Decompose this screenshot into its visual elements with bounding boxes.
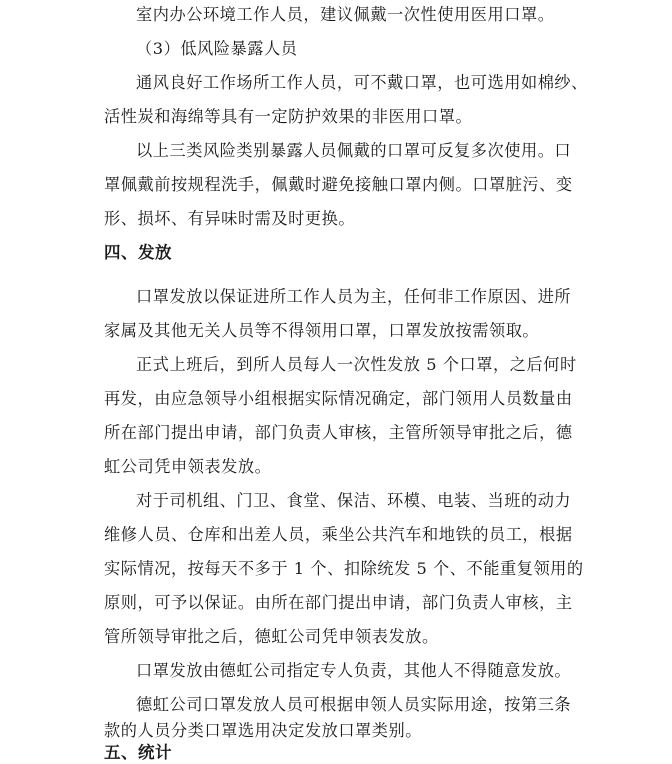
- paragraph-line: 口罩发放以保证进所工作人员为主，任何非工作原因、进所: [136, 287, 572, 306]
- paragraph-line: 口罩发放由德虹公司指定专人负责，其他人不得随意发放。: [136, 661, 572, 680]
- paragraph-line: 正式上班后，到所人员每人一次性发放 5 个口罩，之后何时: [136, 355, 577, 374]
- subsection-heading: （3）低风险暴露人员: [136, 39, 298, 58]
- section-heading: 五、统计: [104, 743, 172, 762]
- paragraph-line: 实际情况，按每天不多于 1 个、扣除统发 5 个、不能重复领用的: [104, 559, 584, 578]
- paragraph-line: 形、损坏、有异味时需及时更换。: [104, 209, 356, 228]
- paragraph-line: 家属及其他无关人员等不得领用口罩，口罩发放按需领取。: [104, 321, 540, 340]
- paragraph-line: 罩佩戴前按规程洗手，佩戴时避免接触口罩内侧。口罩脏污、变: [104, 175, 573, 194]
- paragraph-line: 再发，由应急领导小组根据实际情况确定，部门领用人员数量由: [104, 389, 573, 408]
- paragraph-line: 虹公司凭申领表发放。: [104, 457, 272, 476]
- section-heading: 四、发放: [104, 243, 172, 262]
- paragraph-line: 室内办公环境工作人员，建议佩戴一次性使用医用口罩。: [136, 5, 555, 24]
- paragraph-line: 款的人员分类口罩选用决定发放口罩类别。: [104, 721, 423, 740]
- paragraph-line: 所在部门提出申请，部门负责人审核，主管所领导审批之后，德: [104, 423, 573, 442]
- paragraph-line: 对于司机组、门卫、食堂、保洁、环模、电装、当班的动力: [136, 491, 572, 510]
- paragraph-line: 管所领导审批之后，德虹公司凭申领表发放。: [104, 627, 439, 646]
- paragraph-line: 原则，可予以保证。由所在部门提出申请，部门负责人审核，主: [104, 593, 573, 612]
- paragraph-line: 活性炭和海绵等具有一定防护效果的非医用口罩。: [104, 107, 473, 126]
- paragraph-line: 维修人员、仓库和出差人员，乘坐公共汽车和地铁的员工，根据: [104, 525, 573, 544]
- paragraph-line: 以上三类风险类别暴露人员佩戴的口罩可反复多次使用。口: [136, 141, 572, 160]
- paragraph-line: 通风良好工作场所工作人员，可不戴口罩，也可选用如棉纱、: [136, 73, 588, 92]
- paragraph-line: 德虹公司口罩发放人员可根据申领人员实际用途，按第三条: [136, 695, 572, 714]
